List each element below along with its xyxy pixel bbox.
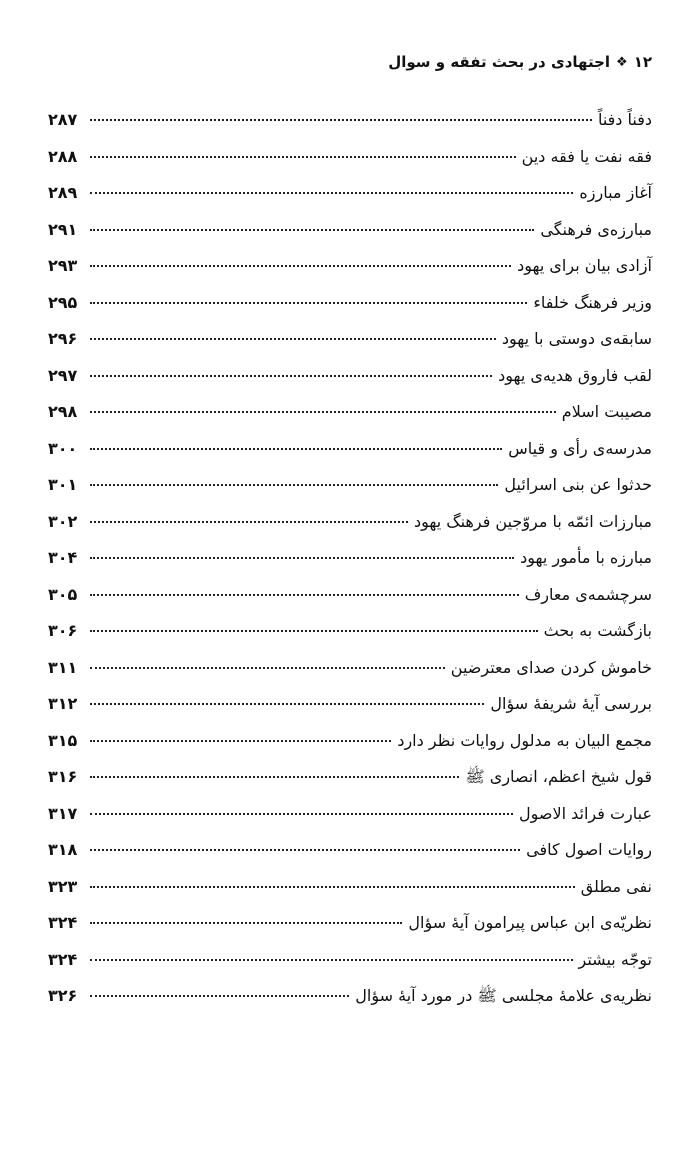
- dot-leader: [90, 740, 391, 742]
- dot-leader: [90, 849, 520, 851]
- toc-entry-page: ۳۰۴: [48, 548, 78, 567]
- dot-leader: [90, 265, 511, 267]
- toc-entry-title: دفناً دفناً: [597, 110, 652, 129]
- toc-entry-title: حدثوا عن بنی اسرائیل: [504, 475, 652, 494]
- toc-entry: [48, 512, 652, 549]
- toc-entry-title: مدرسه‌ی رأی و قیاس: [508, 438, 652, 458]
- dot-leader: [90, 813, 513, 815]
- toc-entry-title: مبارزه با مأمور یهود: [520, 548, 652, 567]
- toc-entry-page: ۳۲۶: [48, 986, 78, 1005]
- running-header: [48, 48, 652, 76]
- toc-entry-title: فقه نفت یا فقه دین: [521, 146, 652, 166]
- table-of-contents: [48, 110, 652, 1023]
- toc-entry-title: وزیر فرهنگ خلفاء: [533, 292, 652, 312]
- toc-entry-page: ۳۰۰: [48, 438, 78, 458]
- toc-entry: [48, 913, 652, 950]
- toc-entry: [48, 475, 652, 512]
- toc-entry-page: ۳۰۱: [48, 475, 78, 494]
- toc-entry-title: توجّه بیشتر: [578, 949, 652, 969]
- toc-entry-page: ۲۹۳: [48, 256, 78, 275]
- dot-leader: [90, 557, 514, 559]
- toc-entry-page: ۳۱۲: [48, 694, 78, 713]
- toc-entry-page: ۳۲۴: [48, 949, 78, 969]
- dot-leader: [90, 959, 573, 961]
- toc-entry-page: ۳۱۶: [48, 767, 78, 786]
- toc-entry-page: ۳۱۵: [48, 730, 78, 750]
- toc-entry-page: ۳۱۷: [48, 803, 78, 823]
- toc-entry-title: بازگشت به بحث: [543, 621, 652, 640]
- toc-entry-title: نظریّه‌ی ابن عباس پیرامون آیهٔ سؤال: [408, 913, 652, 932]
- dot-leader: [90, 922, 402, 924]
- toc-entry: [48, 147, 652, 184]
- toc-entry-page: ۲۸۹: [48, 183, 78, 202]
- page-number: ۱۲: [633, 53, 652, 71]
- toc-entry: [48, 548, 652, 585]
- toc-entry: [48, 183, 652, 220]
- toc-entry-title: قول شیخ اعظم، انصاری ﷺ: [465, 767, 652, 786]
- dot-leader: [90, 338, 496, 340]
- toc-entry-title: روایات اصول کافی: [526, 840, 652, 859]
- toc-entry: [48, 950, 652, 987]
- toc-entry-title: خاموش کردن صدای معترضین: [450, 657, 652, 677]
- ornament-icon: ❖: [616, 54, 628, 70]
- toc-entry-title: مبارزه‌ی فرهنگی: [540, 219, 652, 239]
- dot-leader: [90, 229, 534, 231]
- toc-entry-page: ۳۰۶: [48, 621, 78, 640]
- dot-leader: [90, 302, 527, 304]
- dot-leader: [90, 630, 538, 632]
- toc-entry-title: آغاز مبارزه: [579, 183, 652, 202]
- toc-entry-title: عبارت فرائد الاصول: [518, 803, 652, 823]
- toc-entry-page: ۳۱۸: [48, 840, 78, 859]
- toc-entry: [48, 220, 652, 257]
- dot-leader: [90, 521, 408, 523]
- toc-entry: [48, 731, 652, 768]
- dot-leader: [90, 703, 484, 705]
- book-title: اجتهادی در بحث تفقه و سوال: [388, 53, 611, 71]
- dot-leader: [90, 776, 459, 778]
- dot-leader: [90, 484, 498, 486]
- toc-entry: [48, 256, 652, 293]
- toc-entry: [48, 767, 652, 804]
- toc-entry-title: سرچشمه‌ی معارف: [524, 584, 652, 604]
- toc-entry-title: نفی مطلق: [580, 876, 652, 896]
- toc-entry-page: ۳۰۵: [48, 584, 78, 604]
- toc-entry-page: ۳۲۳: [48, 876, 78, 896]
- toc-entry: [48, 366, 652, 403]
- toc-entry: [48, 840, 652, 877]
- toc-entry-page: ۳۱۱: [48, 657, 78, 677]
- toc-entry-title: بررسی آیهٔ شریفهٔ سؤال: [490, 694, 652, 713]
- toc-entry-page: ۲۹۷: [48, 365, 78, 385]
- toc-entry: [48, 694, 652, 731]
- toc-entry-page: ۲۸۸: [48, 146, 78, 166]
- toc-entry: [48, 986, 652, 1023]
- toc-entry-title: آزادی بیان برای یهود: [517, 256, 652, 275]
- toc-entry-page: ۳۰۲: [48, 511, 78, 531]
- toc-entry: [48, 439, 652, 476]
- dot-leader: [90, 156, 516, 158]
- toc-entry-title: سابقه‌ی دوستی با یهود: [501, 329, 652, 348]
- dot-leader: [90, 667, 445, 669]
- toc-entry: [48, 110, 652, 147]
- toc-entry: [48, 804, 652, 841]
- dot-leader: [90, 375, 492, 377]
- toc-entry: [48, 621, 652, 658]
- dot-leader: [90, 411, 556, 413]
- dot-leader: [90, 119, 592, 121]
- toc-entry: [48, 877, 652, 914]
- toc-entry-title: مصیبت اسلام: [561, 402, 652, 421]
- dot-leader: [90, 995, 349, 997]
- toc-entry-title: لقب فاروق هدیه‌ی یهود: [498, 365, 652, 385]
- dot-leader: [90, 448, 502, 450]
- toc-entry: [48, 293, 652, 330]
- toc-entry-title: نظریه‌ی علامهٔ مجلسی ﷺ در مورد آیهٔ سؤال: [355, 986, 652, 1005]
- toc-entry: [48, 402, 652, 439]
- dot-leader: [90, 594, 519, 596]
- toc-entry: [48, 658, 652, 695]
- toc-entry-page: ۲۹۸: [48, 402, 78, 421]
- toc-entry-page: ۳۲۴: [48, 913, 78, 932]
- toc-entry: [48, 585, 652, 622]
- toc-entry-title: مبارزات ائمّه با مروّجین فرهنگ یهود: [413, 511, 652, 531]
- dot-leader: [90, 886, 575, 888]
- toc-entry-page: ۲۹۱: [48, 219, 78, 239]
- toc-entry-title: مجمع البیان به مدلول روایات نظر دارد: [397, 730, 652, 750]
- toc-entry-page: ۲۹۶: [48, 329, 78, 348]
- toc-entry-page: ۲۹۵: [48, 292, 78, 312]
- toc-entry: [48, 329, 652, 366]
- dot-leader: [90, 192, 573, 194]
- toc-entry-page: ۲۸۷: [48, 110, 78, 129]
